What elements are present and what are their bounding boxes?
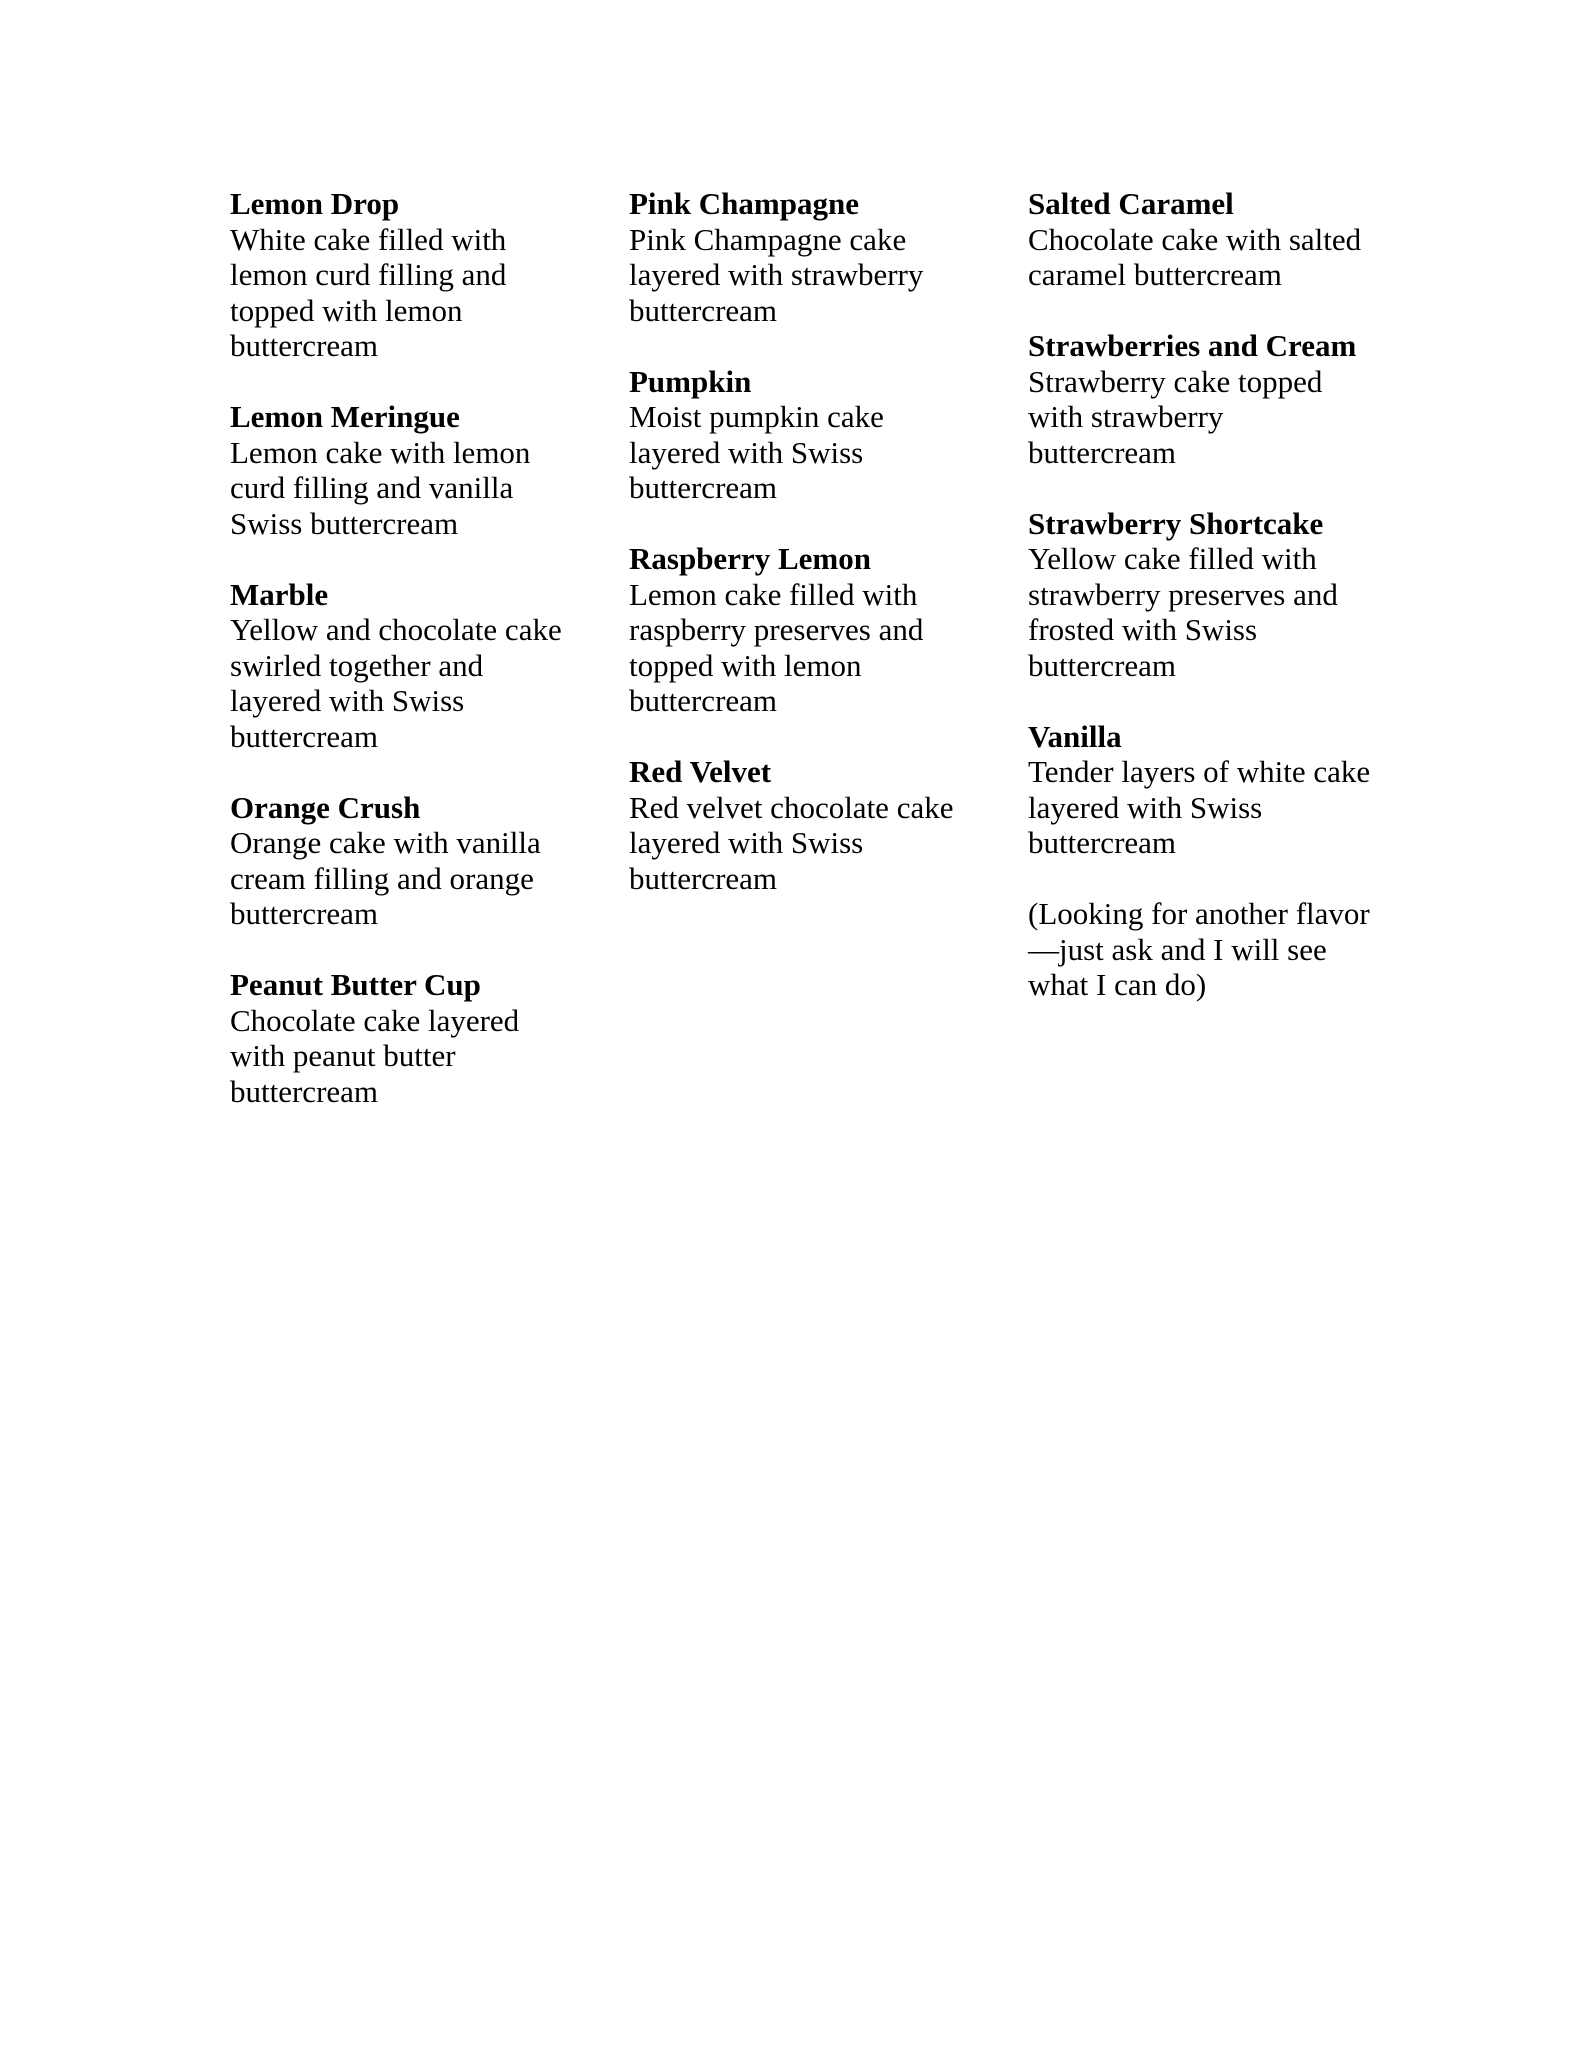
flavor-description: Yellow and chocolate cake swirled together and layered with Swiss buttercream	[230, 612, 562, 754]
flavor-entry-red-velvet	[629, 754, 979, 896]
flavor-title: Marble	[230, 576, 329, 612]
flavor-title: Orange Crush	[230, 789, 421, 825]
flavor-column-2	[629, 186, 979, 932]
flavor-column-1	[230, 186, 580, 1145]
flavor-entry-lemon-drop	[230, 186, 580, 364]
other-flavor-note	[1028, 896, 1378, 1003]
flavor-entry-lemon-meringue	[230, 399, 580, 541]
flavor-description: Orange cake with vanilla cream filling and orange buttercream	[230, 825, 541, 931]
flavor-entry-strawberry-shortcake	[1028, 506, 1378, 684]
flavor-entry-marble	[230, 577, 580, 755]
flavor-title: Strawberry Shortcake	[1028, 505, 1324, 541]
flavor-entry-strawberries-and-cream	[1028, 328, 1378, 470]
flavor-entry-vanilla	[1028, 719, 1378, 861]
flavor-entry-peanut-butter-cup	[230, 967, 580, 1109]
flavor-title: Vanilla	[1028, 718, 1122, 754]
flavor-entry-orange-crush	[230, 790, 580, 932]
flavor-description: Strawberry cake topped with strawberry buttercream	[1028, 363, 1323, 470]
flavor-description: Yellow cake filled with strawberry preserves and frosted with Swiss buttercream	[1028, 541, 1338, 683]
flavor-description: Chocolate cake layered with peanut butter buttercream	[230, 1002, 520, 1109]
flavor-description: Moist pumpkin cake layered with Swiss buttercream	[629, 399, 884, 505]
flavor-entry-salted-caramel	[1028, 186, 1378, 293]
flavor-description: White cake filled with lemon curd filling and topped with lemon buttercream	[230, 221, 507, 363]
flavor-title: Strawberries and Cream	[1028, 328, 1357, 363]
flavor-entry-pumpkin	[629, 364, 979, 506]
flavor-title: Pink Champagne	[629, 186, 859, 221]
flavor-description: Tender layers of white cake layered with Swiss buttercream	[1028, 754, 1371, 860]
flavor-entry-raspberry-lemon	[629, 541, 979, 719]
flavor-description: Red velvet chocolate cake layered with Swiss buttercream	[629, 789, 954, 896]
flavor-title: Salted Caramel	[1028, 186, 1234, 221]
flavor-column-3	[1028, 186, 1378, 1038]
flavor-title: Lemon Drop	[230, 186, 400, 221]
flavor-title: Red Velvet	[629, 754, 772, 789]
flavor-title: Pumpkin	[629, 363, 752, 399]
flavor-description: Pink Champagne cake layered with strawberry buttercream	[629, 221, 924, 328]
flavor-description: Chocolate cake with salted caramel buttercream	[1028, 221, 1362, 292]
flavor-description: Lemon cake with lemon curd filling and vanilla Swiss buttercream	[230, 434, 531, 541]
note-text: (Looking for another flavor—just ask and I will see what I can do)	[1028, 896, 1370, 1002]
flavor-entry-pink-champagne	[629, 186, 979, 328]
flavor-title: Lemon Meringue	[230, 399, 460, 434]
flavor-description: Lemon cake filled with raspberry preserves and topped with lemon buttercream	[629, 576, 924, 718]
flavor-title: Raspberry Lemon	[629, 541, 871, 576]
flavor-title: Peanut Butter Cup	[230, 967, 481, 1002]
